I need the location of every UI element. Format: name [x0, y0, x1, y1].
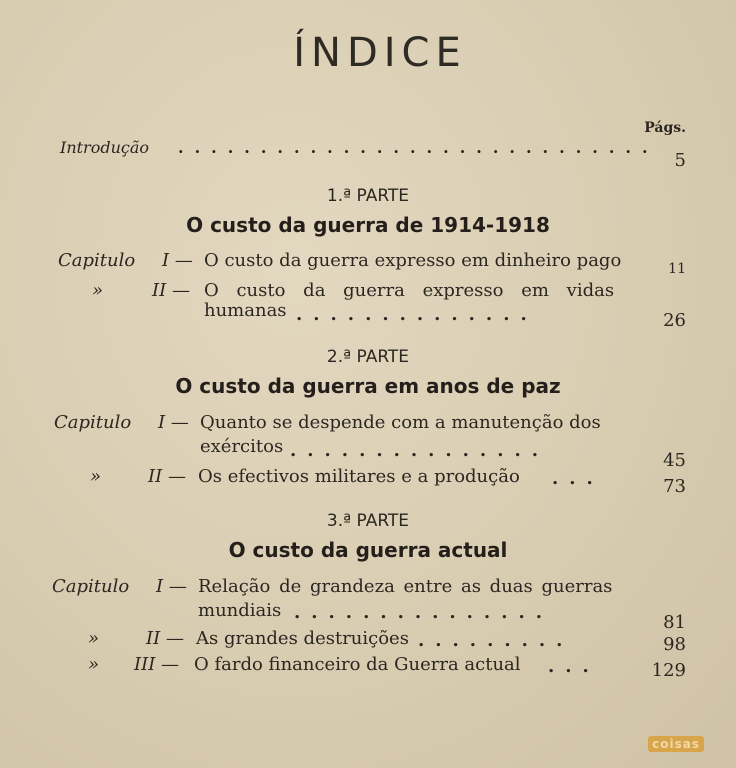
entry-dots: .........: [418, 630, 574, 651]
entry-page: 81: [663, 612, 686, 633]
part-3-title: O custo da guerra actual: [228, 538, 508, 562]
entry-text: O fardo financeiro da Guerra actual: [194, 654, 521, 675]
entry-label: »: [90, 466, 102, 487]
entry-roman: III —: [134, 654, 180, 675]
entry-text: Os efectivos militares e a produção: [198, 466, 520, 487]
entry-text: Quanto se despende com a manutenção dos: [200, 412, 601, 433]
entry-page: 98: [663, 634, 686, 655]
part-3-number: 3.ª PARTE: [326, 511, 410, 531]
entry-roman: II —: [146, 628, 184, 649]
watermark-logo: coisas: [648, 736, 704, 752]
entry-dots: ...............: [290, 440, 549, 461]
intro-dots: .............................: [178, 138, 659, 157]
intro-page: 5: [674, 150, 686, 171]
entry-roman: II —: [148, 466, 186, 487]
intro-label: Introdução: [60, 138, 150, 157]
part-2-number: 2.ª PARTE: [326, 347, 410, 367]
entry-dots: ..............: [296, 304, 538, 325]
entry-page: 26: [663, 310, 686, 331]
entry-label: »: [92, 280, 104, 301]
entry-label: Capitulo: [54, 412, 132, 433]
entry-text: As grandes destruições: [196, 628, 409, 649]
part-1-title: O custo da guerra de 1914-1918: [186, 213, 550, 237]
entry-label: »: [88, 654, 100, 675]
entry-page: 11: [668, 261, 686, 277]
entry-page: 129: [651, 660, 686, 681]
entry-text: O custo da guerra expresso em vidas: [204, 280, 615, 301]
entry-text: exércitos: [200, 436, 284, 457]
part-2-title: O custo da guerra em anos de paz: [175, 374, 561, 398]
page-title: ÍNDICE: [293, 30, 467, 76]
entry-roman: I —: [162, 250, 193, 271]
part-1-number: 1.ª PARTE: [326, 186, 410, 206]
entry-roman: I —: [156, 576, 187, 597]
entry-dots: ...............: [294, 602, 553, 623]
entry-text: O custo da guerra expresso em dinheiro pago: [204, 250, 622, 271]
entry-text: Relação de grandeza entre as duas guerras: [198, 576, 613, 597]
entry-label: »: [88, 628, 100, 649]
entry-label: Capitulo: [52, 576, 130, 597]
entry-text: mundiais: [198, 600, 282, 621]
entry-text: humanas: [204, 300, 287, 321]
entry-label: Capitulo: [58, 250, 136, 271]
entry-dots: ...: [548, 656, 600, 677]
pages-column-header: Págs.: [644, 120, 686, 136]
entry-roman: I —: [158, 412, 189, 433]
entry-page: 73: [663, 476, 686, 497]
entry-roman: II —: [152, 280, 190, 301]
entry-dots: ...: [552, 468, 604, 489]
entry-page: 45: [663, 450, 686, 471]
